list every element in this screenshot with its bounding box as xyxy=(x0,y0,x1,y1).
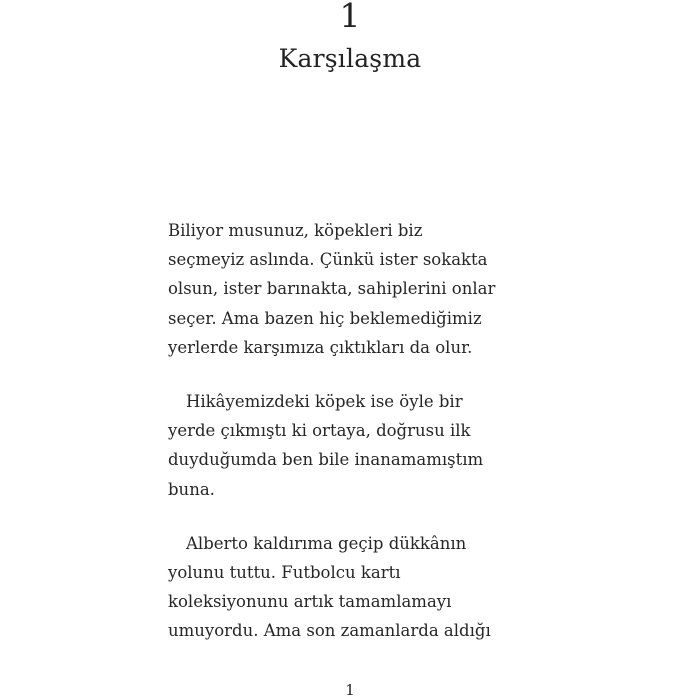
text-line: Alberto kaldırıma geçip dükkânın xyxy=(186,533,467,553)
text-line: umuyordu. Ama son zamanlarda aldığı xyxy=(168,621,491,641)
page-number: 1 xyxy=(345,681,355,699)
text-line: duyduğumda ben bile inanamamıştım xyxy=(168,450,484,470)
text-line: seçer. Ama bazen hiç beklemediğimiz xyxy=(168,308,482,328)
text-line: Hikâyemizdeki köpek ise öyle bir xyxy=(186,391,463,411)
chapter-title: Karşılaşma xyxy=(278,44,422,73)
text-line: yerde çıkmıştı ki ortaya, doğrusu ilk xyxy=(168,421,471,441)
text-line: olsun, ister barınakta, sahiplerini onlar xyxy=(168,279,496,299)
paragraph-1 xyxy=(168,216,548,362)
text-line: koleksiyonunu artık tamamlamayı xyxy=(168,592,452,612)
text-line: buna. xyxy=(168,479,215,499)
paragraph-2 xyxy=(168,387,548,504)
chapter-number: 1 xyxy=(339,0,361,35)
text-line: Biliyor musunuz, köpekleri biz xyxy=(168,221,423,240)
text-line: yolunu tuttu. Futbolcu kartı xyxy=(168,562,401,582)
text-line: seçmeyiz aslında. Çünkü ister sokakta xyxy=(168,250,488,270)
body-text xyxy=(168,216,548,645)
text-line: yerlerde karşımıza çıktıkları da olur. xyxy=(168,337,473,357)
paragraph-3 xyxy=(168,529,548,646)
